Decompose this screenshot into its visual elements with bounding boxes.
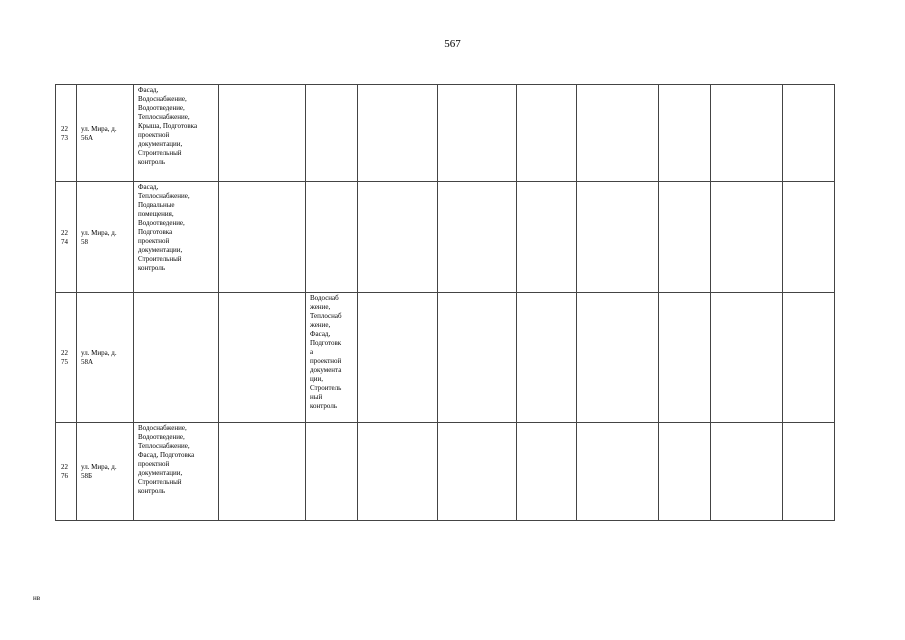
empty-cell (358, 293, 438, 423)
empty-cell (517, 182, 577, 293)
empty-cell (783, 85, 835, 182)
empty-cell (577, 293, 659, 423)
work-schedule-table (55, 84, 835, 521)
row-number: 22 74 (56, 182, 77, 293)
empty-cell (517, 293, 577, 423)
address-cell: ул. Мира, д. 58А (77, 293, 134, 423)
empty-cell (711, 293, 783, 423)
empty-cell (438, 293, 517, 423)
works-cell: Водоснабжение, Водоотведение, Теплоснабжение, Фасад, Подготовка проектной документации, Строительный контроль (134, 423, 219, 521)
empty-cell (358, 182, 438, 293)
works-cell (306, 182, 358, 293)
footer-mark: нв (33, 594, 41, 602)
page-number: 567 (444, 38, 461, 50)
row-number: 22 75 (56, 293, 77, 423)
address-cell: ул. Мира, д. 58Б (77, 423, 134, 521)
empty-cell (438, 423, 517, 521)
empty-cell (711, 85, 783, 182)
empty-cell (783, 293, 835, 423)
empty-cell (577, 182, 659, 293)
empty-cell (358, 423, 438, 521)
address-cell: ул. Мира, д. 56А (77, 85, 134, 182)
works-cell (306, 85, 358, 182)
works-cell (306, 423, 358, 521)
table-row (56, 85, 835, 182)
empty-cell (219, 293, 306, 423)
empty-cell (438, 182, 517, 293)
empty-cell (783, 423, 835, 521)
empty-cell (577, 423, 659, 521)
row-number: 22 73 (56, 85, 77, 182)
empty-cell (358, 85, 438, 182)
works-cell: Водоснаб жение, Теплоснаб жение, Фасад, Подготовк а проектной документа ции, Строитель ный контроль (306, 293, 358, 423)
empty-cell (219, 423, 306, 521)
empty-cell (659, 423, 711, 521)
empty-cell (517, 85, 577, 182)
empty-cell (711, 423, 783, 521)
table-row (56, 423, 835, 521)
empty-cell (659, 85, 711, 182)
empty-cell (219, 85, 306, 182)
empty-cell (659, 182, 711, 293)
table-row (56, 182, 835, 293)
works-cell: Фасад, Теплоснабжение, Подвальные помещения, Водоотведение, Подготовка проектной документации, Строительный контроль (134, 182, 219, 293)
empty-cell (659, 293, 711, 423)
works-cell (134, 293, 219, 423)
empty-cell (577, 85, 659, 182)
table-row (56, 293, 835, 423)
empty-cell (438, 85, 517, 182)
address-cell: ул. Мира, д. 58 (77, 182, 134, 293)
empty-cell (219, 182, 306, 293)
works-cell: Фасад, Водоснабжение, Водоотведение, Теплоснабжение, Крыша, Подготовка проектной документации, Строительный контроль (134, 85, 219, 182)
empty-cell (517, 423, 577, 521)
row-number: 22 76 (56, 423, 77, 521)
empty-cell (783, 182, 835, 293)
empty-cell (711, 182, 783, 293)
